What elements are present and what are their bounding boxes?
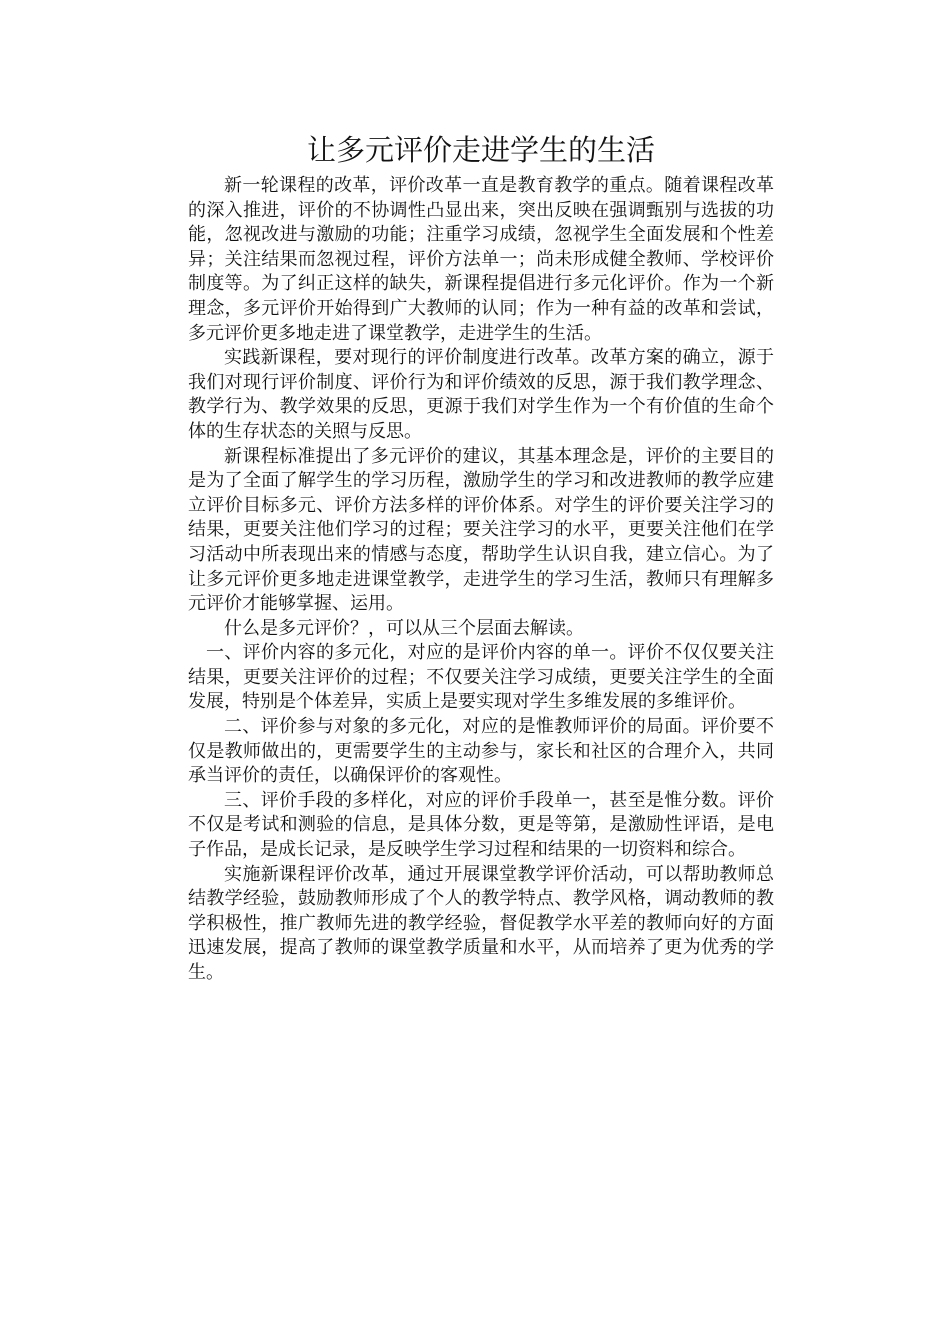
document-title: 让多元评价走进学生的生活 bbox=[306, 133, 655, 167]
paragraph-intro: 新一轮课程的改革，评价改革一直是教育教学的重点。随着课程改革的深入推进，评价的不协调性凸显出来，突出反映在强调甄别与选拔的功能，忽视改进与激励的功能；注重学习成绩，忽视学生全面发展和个性差异；关注结果而忽视过程，评价方法单一；尚未形成健全教师、学校评价制度等。为了纠正这样的缺失，新课程提倡进行多元化评价。作为一个新理念，多元评价开始得到广大教师的认同；作为一种有益的改革和尝试，多元评价更多地走进了课堂教学，走进学生的生活。 bbox=[188, 175, 774, 344]
paragraph-practice: 实践新课程，要对现行的评价制度进行改革。改革方案的确立，源于我们对现行评价制度、评价行为和评价绩效的反思，源于我们教学理念、教学行为、教学效果的反思，更源于我们对学生作为一个有价值的生命个体的生存状态的关照与反思。 bbox=[188, 347, 774, 442]
paragraph-level-one: 一、评价内容的多元化，对应的是评价内容的单一。评价不仅仅要关注结果，更要关注评价的过程；不仅要关注学习成绩，更要关注学生的全面发展，特别是个体差异，实质上是要实现对学生多维发展的多维评价。 bbox=[188, 642, 774, 713]
paragraph-question: 什么是多元评价？，可以从三个层面去解读。 bbox=[224, 617, 584, 639]
paragraph-standard: 新课程标准提出了多元评价的建议，其基本理念是，评价的主要目的是为了全面了解学生的学习历程，激励学生的学习和改进教师的教学应建立评价目标多元、评价方法多样的评价体系。对学生的评价要关注学习的结果，更要关注他们学习的过程；要关注学习的水平，更要关注他们在学习活动中所表现出来的情感与态度，帮助学生认识自我，建立信心。为了让多元评价更多地走进课堂教学，走进学生的学习生活，教师只有理解多元评价才能够掌握、运用。 bbox=[188, 445, 774, 615]
document-body bbox=[188, 174, 774, 986]
paragraph-conclusion: 实施新课程评价改革，通过开展课堂教学评价活动，可以帮助教师总结教学经验，鼓励教师形成了个人的教学特点、教学风格，调动教师的教学积极性，推广教师先进的教学经验，督促教学水平差的教师向好的方面迅速发展，提高了教师的课堂教学质量和水平，从而培养了更为优秀的学生。 bbox=[188, 863, 774, 983]
paragraph-level-three: 三、评价手段的多样化，对应的评价手段单一，甚至是惟分数。评价不仅是考试和测验的信息，是具体分数，更是等第，是激励性评语，是电子作品，是成长记录，是反映学生学习过程和结果的一切资料和综合。 bbox=[188, 789, 774, 861]
paragraph-level-two: 二、评价参与对象的多元化，对应的是惟教师评价的局面。评价要不仅是教师做出的，更需要学生的主动参与，家长和社区的合理介入，共同承当评价的责任，以确保评价的客观性。 bbox=[188, 716, 774, 787]
